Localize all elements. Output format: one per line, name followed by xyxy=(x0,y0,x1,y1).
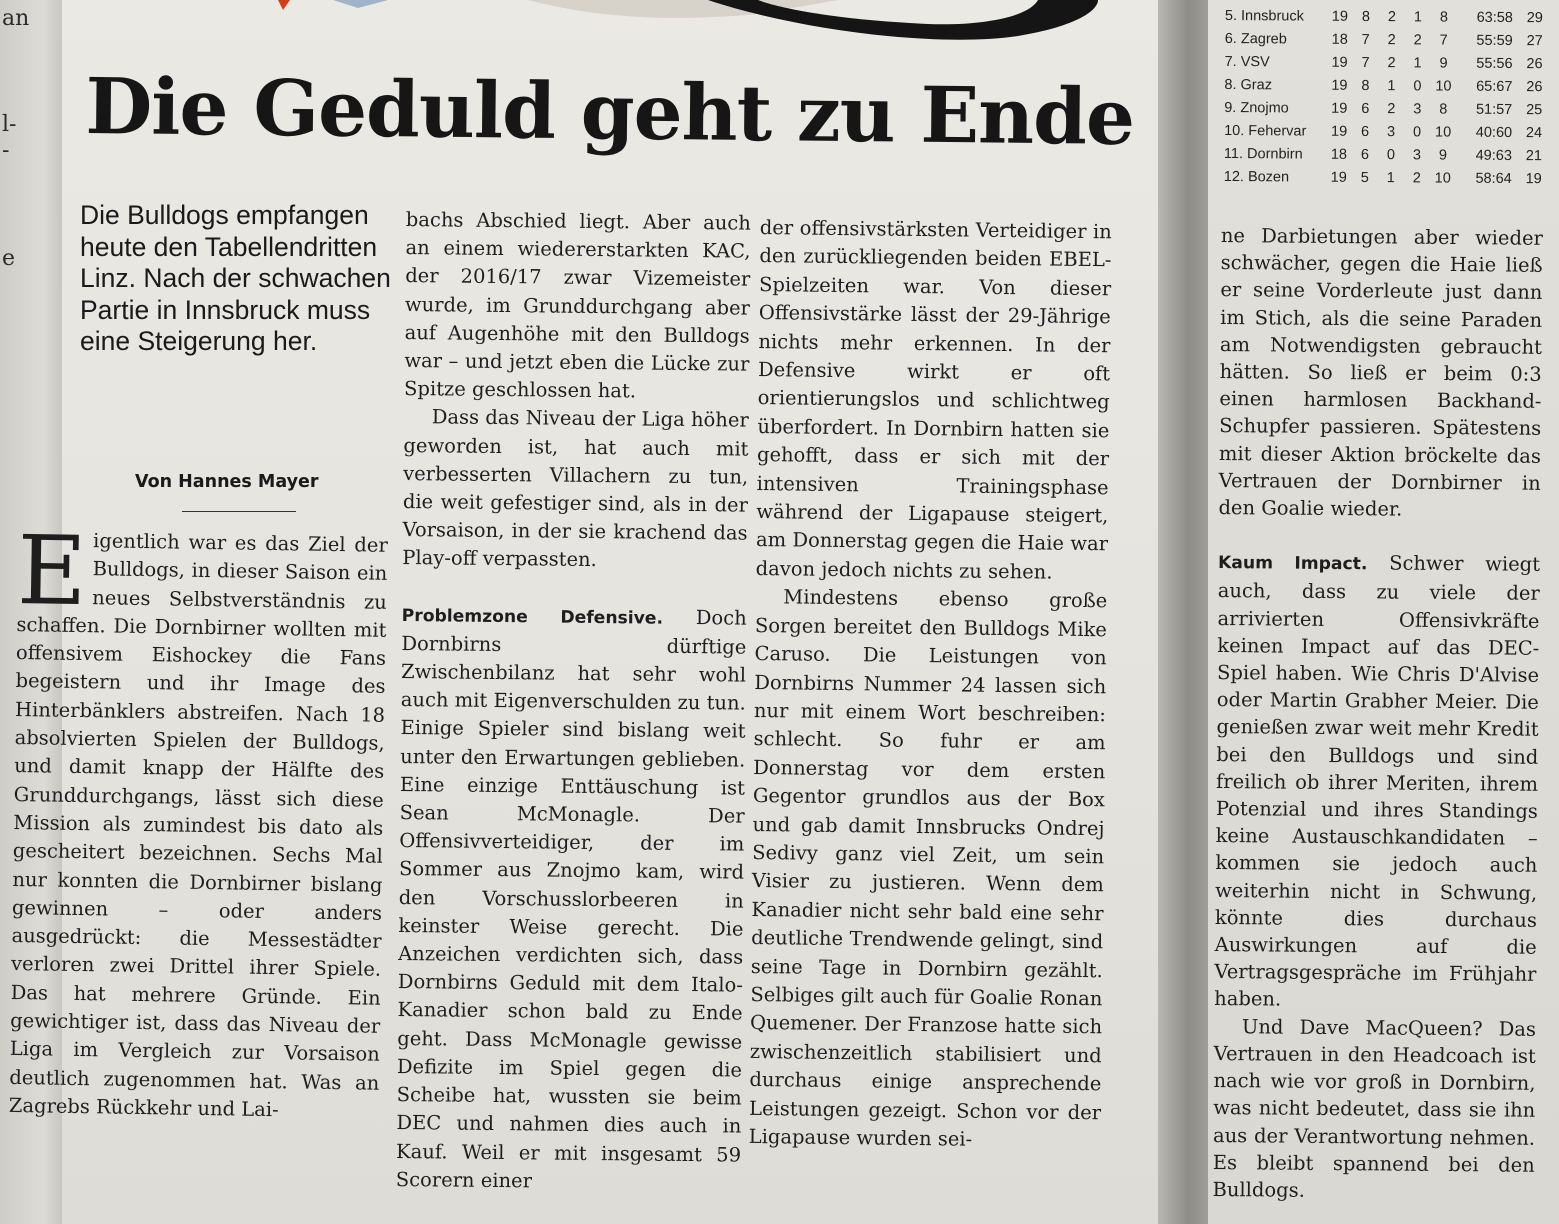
standings-cell: 26 xyxy=(1526,55,1543,72)
standings-cell: 1 xyxy=(1387,77,1396,94)
standings-cell: 19 xyxy=(1330,169,1347,186)
paragraph: bachs Abschied liegt. Aber auch an einem wiedererstarkten KAC, der 2016/17 zwar Vizemeister wurde, im Grunddurchgang aber auf Augenhöhe mit den Bulldogs war – und jetzt eben die Lücke zur Spitze geschlossen hat. xyxy=(403,207,751,403)
standings-cell: 8 xyxy=(1361,77,1370,94)
paragraph: Dass das Niveau der Liga höher geworden ist, hat auch mit verbesserten Villachern zu tun, die weit gefestiger sind, als in der Vorsaison, in der sie krachend das Play-off verpassten. xyxy=(402,405,749,572)
standings-cell: 51:57 xyxy=(1475,101,1513,118)
standings-cell: 2 xyxy=(1387,100,1396,117)
article-headline: Die Geduld geht zu Ende xyxy=(85,62,1135,163)
standings-cell: 65:67 xyxy=(1476,78,1513,95)
standings-cell: 7 xyxy=(1361,54,1370,71)
standings-cell: 26 xyxy=(1526,78,1543,95)
standings-row xyxy=(1224,73,1542,98)
paragraph: Mindestens ebenso große Sorgen bereitet den Bulldogs Mike Caruso. Die Leistungen von Dornbirns Nummer 24 lassen sich nur mit einem Wort beschreiben: schlecht. So fuhr er am Donnerstag vor dem ersten Gegentor grundlos aus der Box und gab damit Innsbrucks Ondrej Sedivy ganz viel Zeit, um sein Visier zu justieren. Wenn dem Kanadier nicht sehr bald eine sehr deutliche Trendwende gelingt, sind seine Tage in Dornbirn gezählt. Selbiges gilt auch für Goalie Ronan Quemener. Der Franzose hatte sich zwischenzeitlich stabilisiert und durchaus einige ansprechende Leistungen gezeigt. Schon vor der Ligapause wurden sei- xyxy=(748,585,1108,1151)
section-label: Kaum Impact. xyxy=(1217,553,1368,575)
standings-row xyxy=(1224,119,1542,144)
standings-cell: 9 xyxy=(1439,54,1448,72)
paragraph: Und Dave MacQueen? Das Vertrauen in den Headcoach ist nach wie vor groß in Dornbirn, was nicht bedeutet, dass sie ihn aus der Verantwortung nehmen. Es bleibt spannend bei den Bulldogs. xyxy=(1212,1014,1537,1202)
standings-cell: 1 xyxy=(1413,8,1423,25)
standings-team: 9. Znojmo xyxy=(1224,99,1289,116)
standings-cell: 19 xyxy=(1331,100,1348,117)
standings-cell: 10 xyxy=(1435,77,1452,95)
standings-row xyxy=(1225,4,1543,29)
standings-team: 8. Graz xyxy=(1224,76,1273,93)
league-standings-table xyxy=(1224,4,1545,190)
standings-cell: 3 xyxy=(1412,146,1422,163)
standings-cell: 19 xyxy=(1331,8,1349,25)
standings-cell: 5 xyxy=(1360,169,1369,186)
standings-cell: 63:58 xyxy=(1476,9,1513,26)
standings-cell: 18 xyxy=(1331,31,1348,48)
standings-cell: 8 xyxy=(1361,8,1371,25)
top-illustration-fragment xyxy=(238,0,1098,60)
standings-cell: 6 xyxy=(1361,100,1370,117)
drop-cap: E xyxy=(16,516,88,628)
paragraph-text: Doch Dornbirns dürftige Zwischenbilanz hat sehr wohl auch mit Eigenverschulden zu tun. Einige Spieler sind bislang weit unter den Erwartungen geblieben. Eine einzige Enttäuschung ist Sean McMonagle. Der Offensivverteidiger, der im Sommer aus Znojmo kam, wird den Vorschusslorbeeren in keinster Weise gerecht. Die Anzeichen verdichten sich, dass Dornbirns Geduld mit dem Italo-Kanadier schon bald zu Ende geht. Dass McMonagle gewisse Defizite im Spiel gegen die Scheibe hat, wussten sie beim DEC und nahmen dies auch in Kauf. Weil er mit insgesamt 59 Scorern einer xyxy=(395,605,747,1193)
standings-cell: 49:63 xyxy=(1475,147,1513,164)
standings-row xyxy=(1224,96,1542,121)
standings-team: 10. Fehervar xyxy=(1224,122,1307,140)
standings-cell: 55:56 xyxy=(1476,55,1513,72)
standings-cell: 9 xyxy=(1438,146,1448,164)
paragraph-text: Schwer wiegt auch, dass zu viele der arrivierten Offensivkräfte keinen Impact auf das DEC-Spiel haben. Wie Chris D'Alvise oder Martin Grabher Meier. Die genießen zwar weit mehr Kredit bei den Bulldogs und sind freilich ob ihrer Meriten, ihrem Potenzial und ihres Standings keine Austauschkandidaten – kommen sie jedoch auch weiterhin nicht in Schwung, könnte dies durchaus Auswirkungen auf die Vertragsgespräche im Frühjahr haben. xyxy=(1214,551,1541,1012)
standings-cell: 0 xyxy=(1413,77,1422,94)
standings-cell: 19 xyxy=(1331,54,1348,71)
prev-page-fragment: e xyxy=(2,246,16,271)
section-paragraph xyxy=(396,601,747,1198)
standings-row xyxy=(1224,142,1542,167)
standings-cell: 25 xyxy=(1526,101,1543,118)
standings-cell: 3 xyxy=(1413,100,1422,117)
standings-cell: 18 xyxy=(1330,146,1348,163)
standings-cell: 0 xyxy=(1386,146,1396,163)
standings-cell: 40:60 xyxy=(1475,124,1513,141)
standings-team: 7. VSV xyxy=(1224,53,1270,70)
standings-cell: 1 xyxy=(1413,54,1422,71)
standings-cell: 21 xyxy=(1525,147,1543,164)
section-paragraph xyxy=(1214,548,1540,1015)
standings-cell: 8 xyxy=(1439,100,1448,118)
standings-cell: 6 xyxy=(1360,146,1370,163)
standings-cell: 7 xyxy=(1361,31,1370,48)
prev-page-fragment: an xyxy=(2,6,30,31)
section-label: Problemzone Defensive. xyxy=(401,605,664,629)
paragraph: ne Darbietungen aber wieder schwächer, gegen die Haie ließ er seine Vorderleute just dann im Stich, als die seine Paraden am Notwendigsten gebraucht hätten. So ließ er beim 0:3 einen harmlosen Backhand-Schupfer passieren. Spätestens mit dieser Aktion bröckelte das Vertrauen der Dornbirner in den Goalie wieder. xyxy=(1218,223,1543,521)
standings-team: 11. Dornbirn xyxy=(1223,145,1303,163)
article-subhead: Die Bulldogs empfangen heute den Tabellendritten Linz. Nach der schwachen Partie in Innsbruck muss eine Steigerung her. xyxy=(80,200,391,356)
article-byline: Von Hannes Mayer xyxy=(135,472,319,492)
prev-page-fragment: - xyxy=(2,138,10,163)
standings-cell: 6 xyxy=(1361,123,1370,140)
standings-cell: 2 xyxy=(1387,54,1396,71)
standings-cell: 8 xyxy=(1439,9,1449,26)
standings-cell: 0 xyxy=(1413,123,1422,140)
standings-cell: 27 xyxy=(1526,32,1543,49)
standings-cell: 10 xyxy=(1434,123,1452,141)
article-column-1 xyxy=(8,516,388,1126)
standings-team: 5. Innsbruck xyxy=(1224,7,1304,25)
standings-cell: 55:59 xyxy=(1476,32,1513,49)
prev-page-fragment: l- xyxy=(2,112,17,137)
standings-cell: 2 xyxy=(1387,8,1397,25)
article-column-4 xyxy=(1212,222,1543,1206)
standings-cell: 19 xyxy=(1330,123,1348,140)
page-gutter-shadow xyxy=(1158,0,1208,1224)
standings-row xyxy=(1224,165,1542,190)
standings-row xyxy=(1225,27,1543,52)
standings-cell: 2 xyxy=(1412,169,1421,186)
article-column-2 xyxy=(396,206,751,1197)
paragraph: der offensivstärksten Verteidiger in den zurückliegenden beiden EBEL-Spielzeiten war. Von dieser Offensivstärke lässt der 29-Jährige nichts mehr erkennen. In der Defensive wirkt er oft orientierungslos und schlichtweg überfordert. In Dornbirn hatten sie gehofft, dass er sich mit der intensiven Trainingsphase während der Ligapause steigert, am Donnerstag gegen die Haie war davon jedoch nichts zu sehen. xyxy=(755,215,1112,584)
standings-cell: 1 xyxy=(1386,169,1395,186)
standings-cell: 19 xyxy=(1331,77,1348,94)
standings-cell: 19 xyxy=(1525,170,1542,187)
standings-cell: 2 xyxy=(1413,31,1422,48)
standings-table xyxy=(1224,4,1543,190)
standings-row xyxy=(1225,50,1543,75)
standings-cell: 29 xyxy=(1526,9,1543,26)
byline-divider xyxy=(182,511,296,512)
standings-cell: 24 xyxy=(1525,124,1543,141)
standings-cell: 10 xyxy=(1434,169,1451,187)
standings-cell: 7 xyxy=(1439,31,1448,49)
article-column-3 xyxy=(749,214,1112,1156)
column-text: igentlich war es das Ziel der Bulldogs, in dieser Saison ein neues Selbstverständnis zu schaffen. Die Dornbirner wollten mit offensivem Eishockey die Fans begeistern und ihr Image des Hinterbänklers abstreifen. Nach 18 absolvierten Spielen der Bulldogs, und damit knapp der Hälfte des Grunddurchgangs, lässt sich diese Mission als zumindest bis dato als gescheitert bezeichnen. Sechs Mal nur konnten die Dornbirner bislang gewinnen – oder anders ausgedrückt: die Messestädter verloren zwei Drittel ihrer Spiele. Das hat mehrere Gründe. Ein gewichtiger ist, dass das Niveau der Liga im Vergleich zur Vorsaison deutlich zugenommen hat. Was an Zagrebs Rückkehr und Lai- xyxy=(8,529,388,1122)
standings-team: 6. Zagreb xyxy=(1224,30,1287,47)
standings-cell: 2 xyxy=(1387,31,1396,48)
standings-cell: 58:64 xyxy=(1475,170,1512,187)
standings-team: 12. Bozen xyxy=(1223,168,1290,185)
standings-cell: 3 xyxy=(1387,123,1396,140)
